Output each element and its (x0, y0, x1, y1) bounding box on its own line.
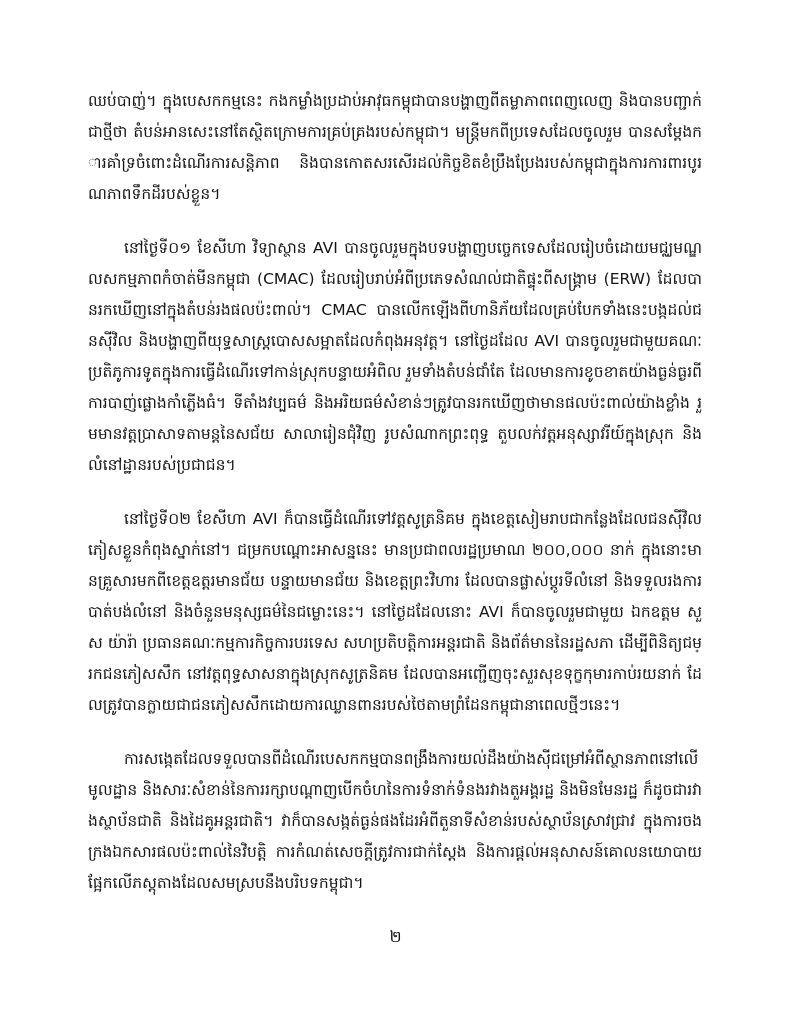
document-body (88, 86, 702, 922)
paragraph-1: ឈប់បាញ់។ ក្នុងបេសកកម្មនេះ កងកម្លាំងប្រដាប់អាវុធកម្ពុជាបានបង្ហាញពីតម្លាភាពពេញលេញ និងបានបញ្ជាក់ជាថ្មីថា តំបន់អានសេះនៅតែស្ថិតក្រោមការគ្រប់គ្រងរបស់កម្ពុជា។ មន្ត្រីមកពីប្រទេសដែលចូលរួម បានសម្តែងការគាំទ្រចំពោះដំណើរការសន្តិភាព និងបានកោតសរសើរដល់កិច្ចខិតខំប្រឹងប្រែងរបស់កម្ពុជាក្នុងការការពារបូរណភាពទឹកដីរបស់ខ្លួន។ (88, 92, 702, 203)
paragraph-2: នៅថ្ងៃទី០១ ខែសីហា វិទ្យាស្ថាន AVI បានចូលរួមក្នុងបទបង្ហាញបច្ចេកទេសដែលរៀបចំដោយមជ្ឈមណ្ឌលសកម្មភាពកំចាត់មីនកម្ពុជា (CMAC) ដែលរៀបរាប់អំពីប្រភេទសំណល់ជាតិផ្ទុះពីសង្គ្រាម (ERW) ដែលបានរកឃើញនៅក្នុងតំបន់រងផលប៉ះពាល់។ CMAC បានលើកឡើងពីហានិភ័យដែលគ្រប់បែកទាំងនេះបង្កដល់ជនស៊ីវិល និងបង្ហាញពីយុទ្ធសាស្ត្របោសសម្អាតដែលកំពុងអនុវត្ត។ នៅថ្ងៃដដែល AVI បានចូលរួមជាមួយគណៈប្រតិភូការទូតក្នុងការធ្វើដំណើរទៅកាន់ស្រុកបន្ទាយអំពិល រួមទាំងតំបន់ជាំតែ ដែលមានការខូចខាតយ៉ាងធ្ងន់ធ្ងរពីការបាញ់ផ្លោងកាំភ្លើងធំ។ ទីតាំងវប្បធម៌ និងអរិយធម៌សំខាន់ៗត្រូវបានរកឃើញថាមានផលប៉ះពាល់យ៉ាងខ្លាំង រួមមានវត្តប្រាសាទតាមន្តនៃសជ័យ សាលារៀនជុំវិញ រូបសំណាកព្រះពុទ្ធ តួបលក់វត្តអនុស្សាវរីយ៍ក្នុងស្រុក និងលំនៅដ្ឋានរបស់ប្រជាជន។ (88, 239, 702, 474)
page-number: ២ (389, 927, 402, 946)
paragraph-3: នៅថ្ងៃទី០២ ខែសីហា AVI ក៏បានធ្វើដំណើរទៅវត្តសូត្រនិគម ក្នុងខេត្តសៀមរាបជាកន្លែងដែលជនស៊ីវិលភៀសខ្លួនកំពុងស្នាក់នៅ។ ជម្រកបណ្តោះអាសន្ននេះ មានប្រជាពលរដ្ឋប្រមាណ ២០០,០០០ នាក់ ក្នុងនោះមានគ្រួសារមកពីខេត្តឧត្តរមានជ័យ បន្ទាយមានជ័យ និងខេត្តព្រះវិហារ ដែលបានផ្លាស់ប្តូរទីលំនៅ និងទទួលរងការបាត់បង់លំនៅ និងចំនួនមនុស្សធម៌នៃជម្លោះនេះ។ នៅថ្ងៃដដែលនោះ AVI ក៏បានចូលរួមជាមួយ ឯកឧត្តម សួស យ៉ារ៉ា ប្រធានគណៈកម្មការកិច្ចការបរទេស សហប្រតិបត្តិការអន្តរជាតិ និងព័ត៌មាននៃរដ្ឋសភា ដើម្បីពិនិត្យជម្រកជនភៀសសឹក នៅវត្តពុទ្ធសាសនាក្នុងស្រុកសូត្រនិគម ដែលបានអញ្ជើញចុះសួរសុខទុក្ខកុមារកាប់រយនាក់ ដែលត្រូវបានក្លាយជាជនភៀសសឹកដោយការឈ្លានពានរបស់ថៃតាមព្រំដែនកម្ពុជានាពេលថ្មីៗនេះ។ (88, 510, 702, 714)
paragraph-4: ការសង្កេតដែលទទួលបានពីដំណើរបេសកកម្មបានពង្រឹងការយល់ដឹងយ៉ាងស៊ីជម្រៅអំពីស្ថានភាពនៅលើមូលដ្ឋាន និងសារៈសំខាន់នៃការរក្សាបណ្តាញបើកចំហនៃការទំនាក់ទំនងរវាងតួអង្គរដ្ឋ និងមិនមែនរដ្ឋ ក៏ដូចជារវាងស្ថាប័នជាតិ និងដៃគូអន្តរជាតិ។ វាក៏បានសង្កត់ធ្ងន់ផងដែរអំពីតួនាទីសំខាន់របស់ស្ថាប័នស្រាវជ្រាវ ក្នុងការចងក្រងឯកសារផលប៉ះពាល់នៃវិបត្តិ ការកំណត់សេចក្តីត្រូវការជាក់ស្តែង និងការផ្តល់អនុសាសន៍គោលនយោបាយផ្អែកលើភស្តុតាងដែលសមស្របនឹងបរិបទកម្ពុជា។ (88, 750, 702, 892)
